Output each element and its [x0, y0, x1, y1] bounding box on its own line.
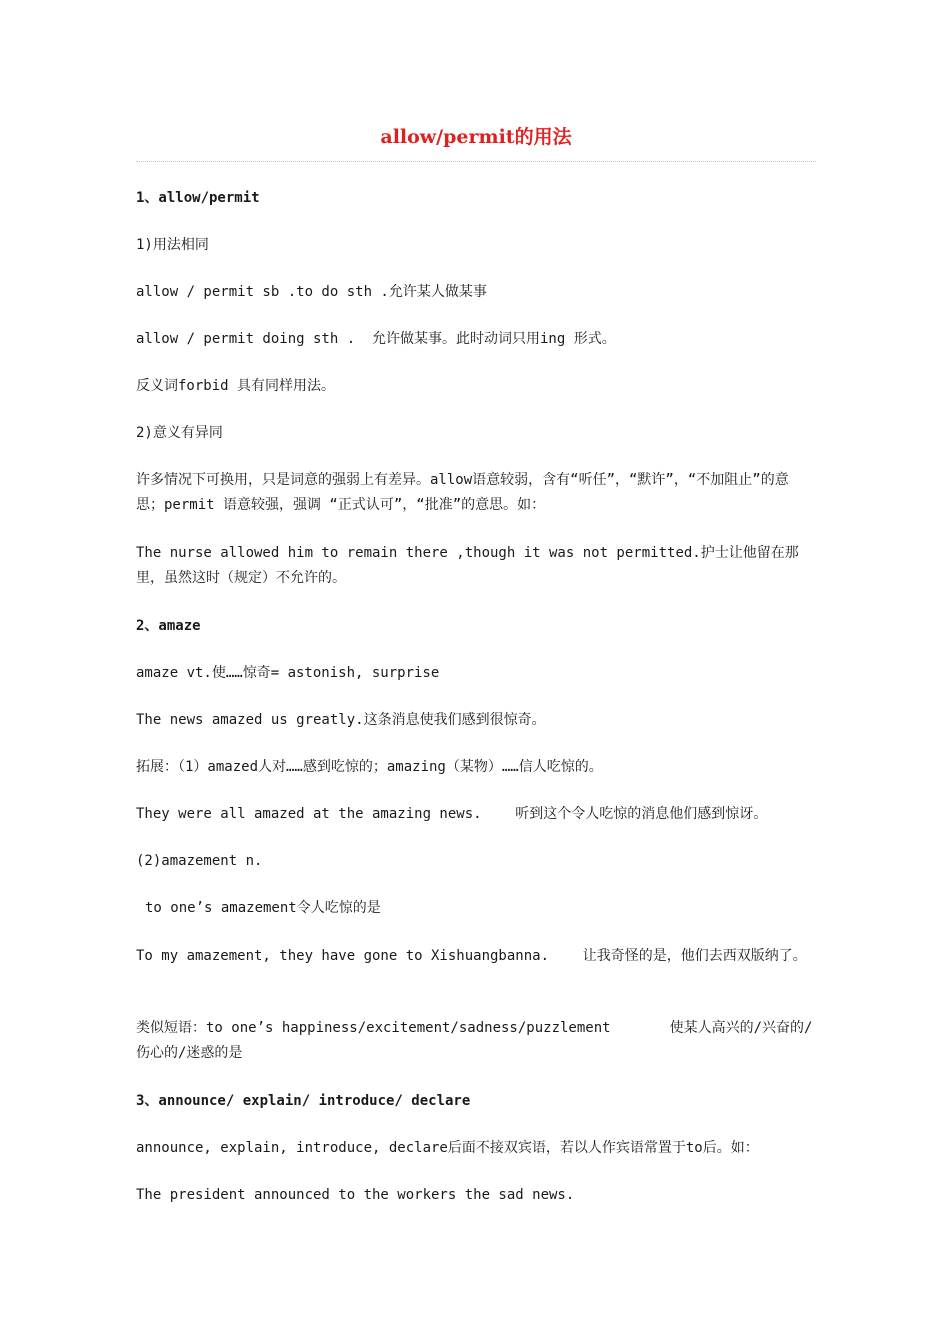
paragraph: 类似短语：to one’s happiness/excitement/sadness/puzzlement 使某人高兴的/兴奋的/伤心的/迷惑的是 — [136, 1020, 813, 1061]
section-heading-1: 1、allow/permit — [136, 190, 260, 206]
paragraph: to one’s amazement令人吃惊的是 — [145, 900, 381, 916]
page-title: allow/permit的用法 — [380, 126, 572, 148]
paragraph: To my amazement, they have gone to Xishuangbanna. 让我奇怪的是，他们去西双版纳了。 — [136, 948, 807, 964]
paragraph: The news amazed us greatly.这条消息使我们感到很惊奇。 — [136, 712, 546, 728]
paragraph: The nurse allowed him to remain there ,though it was not permitted.护士让他留在那里，虽然这时（规定）不允许的。 — [136, 545, 799, 586]
paragraph: 2)意义有异同 — [136, 425, 223, 441]
section-heading-3: 3、announce/ explain/ introduce/ declare — [136, 1093, 471, 1109]
section-heading-2: 2、amaze — [136, 618, 201, 634]
paragraph: 拓展：（1）amazed人对……感到吃惊的；amazing（某物）……信人吃惊的。 — [136, 759, 603, 775]
paragraph: (2)amazement n. — [136, 853, 263, 869]
paragraph: The president announced to the workers the sad news. — [136, 1187, 575, 1203]
paragraph: 1)用法相同 — [136, 237, 209, 253]
paragraph: 许多情况下可换用，只是词意的强弱上有差异。allow语意较弱，含有“听任”，“默许”，“不加阻止”的意思；permit 语意较强，强调 “正式认可”，“批准”的意思。如： — [136, 472, 789, 513]
paragraph: They were all amazed at the amazing news. 听到这个令人吃惊的消息他们感到惊讶。 — [136, 806, 768, 822]
paragraph: amaze vt.使……惊奇= astonish, surprise — [136, 665, 440, 681]
title-divider — [136, 161, 816, 162]
paragraph: allow / permit doing sth . 允许做某事。此时动词只用ing 形式。 — [136, 331, 616, 347]
paragraph: 反义词forbid 具有同样用法。 — [136, 378, 336, 394]
paragraph: allow / permit sb .to do sth .允许某人做某事 — [136, 284, 487, 300]
paragraph: announce, explain, introduce, declare后面不接双宾语，若以人作宾语常置于to后。如： — [136, 1140, 759, 1156]
